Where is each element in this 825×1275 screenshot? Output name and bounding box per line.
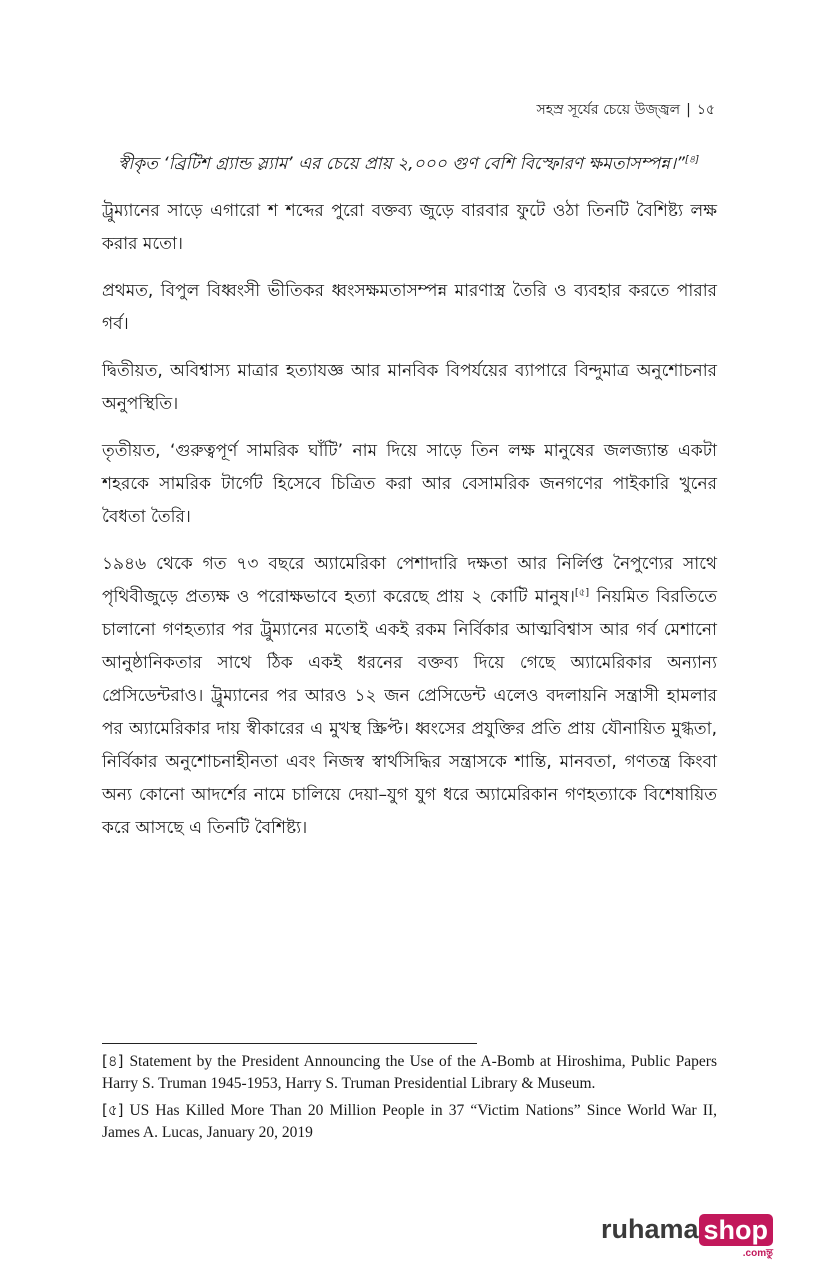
body-text [102, 148, 717, 859]
paragraph-text: দ্বিতীয়ত, অবিশ্বাস্য মাত্রার হত্যাযজ্ঞ আর মানবিক বিপর্যয়ের ব্যাপারে বিন্দুমাত্র অনুশোচনার অনুপস্থিতি। [102, 361, 717, 414]
footnote [102, 1099, 717, 1144]
footnote-mark: [৪] [102, 1052, 124, 1070]
quote-text: স্বীকৃত ‘ব্রিটিশ গ্র্যান্ড স্ল্যাম’ এর চেয়ে প্রায় ২,০০০ গুণ বেশি বিস্ফোরণ ক্ষমতাসম্পন্ন।” [118, 154, 685, 174]
paragraph [102, 195, 717, 261]
paragraph-text: ১৯৪৬ থেকে গত ৭৩ বছরে অ্যামেরিকা পেশাদারি দক্ষতা আর নির্লিপ্ত নৈপুণ্যের সাথে পৃথিবীজুড়ে প্রত্যক্ষ ও পরোক্ষভাবে হত্যা করেছে প্রায় ২ কোটি মানুষ। [102, 554, 717, 607]
paragraph [102, 275, 717, 341]
logo-word-shop: shop [699, 1214, 774, 1246]
logo-suffix: .comন্তু [742, 1248, 773, 1259]
ruhamashop-logo [600, 1214, 773, 1259]
running-head [537, 98, 715, 122]
footnote-text: US Has Killed More Than 20 Million People in 37 “Victim Nations” Since World War II, James A. Lucas, January 20, 2019 [102, 1102, 717, 1141]
header-separator: | [686, 102, 691, 118]
footnote-mark: [৫] [102, 1101, 124, 1119]
footnotes [102, 1050, 717, 1148]
block-quote [118, 148, 717, 181]
paragraph [102, 548, 717, 845]
paragraph [102, 435, 717, 534]
book-title: সহস্র সূর্যের চেয়ে উজ্জ্বল [536, 102, 681, 118]
footnote [102, 1050, 717, 1095]
paragraph-text: প্রথমত, বিপুল বিধ্বংসী ভীতিকর ধ্বংসক্ষমতাসম্পন্ন মারণাস্ত্র তৈরি ও ব্যবহার করতে পারার গর্ব। [102, 281, 717, 334]
paragraph-text: ট্রুম্যানের সাড়ে এগারো শ শব্দের পুরো বক্তব্য জুড়ে বারবার ফুটে ওঠা তিনটি বৈশিষ্ট্য লক্ষ করার মতো। [102, 201, 717, 254]
page-number: ১৫ [696, 102, 715, 118]
footnote-divider [102, 1043, 477, 1044]
paragraph-text: নিয়মিত বিরতিতে চালানো গণহত্যার পর ট্রুম্যানের মতোই একই রকম নির্বিকার আত্মবিশ্বাস আর গর্ব মেশানো আনুষ্ঠানিকতার সাথে ঠিক একই ধরনের বক্তব্য দিয়ে গেছে অ্যামেরিকার অন্যান্য প্রেসিডেন্টরাও। ট্রুম্যানের পর আরও ১২ জন প্রেসিডেন্ট এলেও বদলায়নি সন্ত্রাসী হামলার পর অ্যামেরিকার দায় স্বীকারের এ মুখস্থ স্ক্রিপ্ট। ধ্বংসের প্রযুক্তির প্রতি প্রায় যৌনায়িত মুগ্ধতা, নির্বিকার অনুশোচনাহীনতা এবং নিজস্ব স্বার্থসিদ্ধির সন্ত্রাসকে শান্তি, মানবতা, গণতন্ত্র কিংবা অন্য কোনো আদর্শের নামে চালিয়ে দেয়া–যুগ যুগ ধরে অ্যামেরিকান গণহত্যাকে বিশেষায়িত করে আসছে এ তিনটি বৈশিষ্ট্য। [102, 587, 718, 838]
footnote-ref-4[interactable]: [৪] [684, 154, 700, 166]
footnote-ref-5[interactable]: [৫] [574, 587, 590, 599]
paragraph-text: তৃতীয়ত, ‘গুরুত্বপূর্ণ সামরিক ঘাঁটি’ নাম দিয়ে সাড়ে তিন লক্ষ মানুষের জলজ্যান্ত একটা শহরকে সামরিক টার্গেট হিসেবে চিত্রিত করা আর বেসামরিক জনগণের পাইকারি খুনের বৈধতা তৈরি। [102, 441, 717, 527]
logo-word-ruhama: ruhama [600, 1214, 699, 1244]
paragraph [102, 355, 717, 421]
footnote-text: Statement by the President Announcing the Use of the A-Bomb at Hiroshima, Public Papers Harry S. Truman 1945-1953, Harry S. Truman Presidential Library & Museum. [102, 1053, 717, 1092]
